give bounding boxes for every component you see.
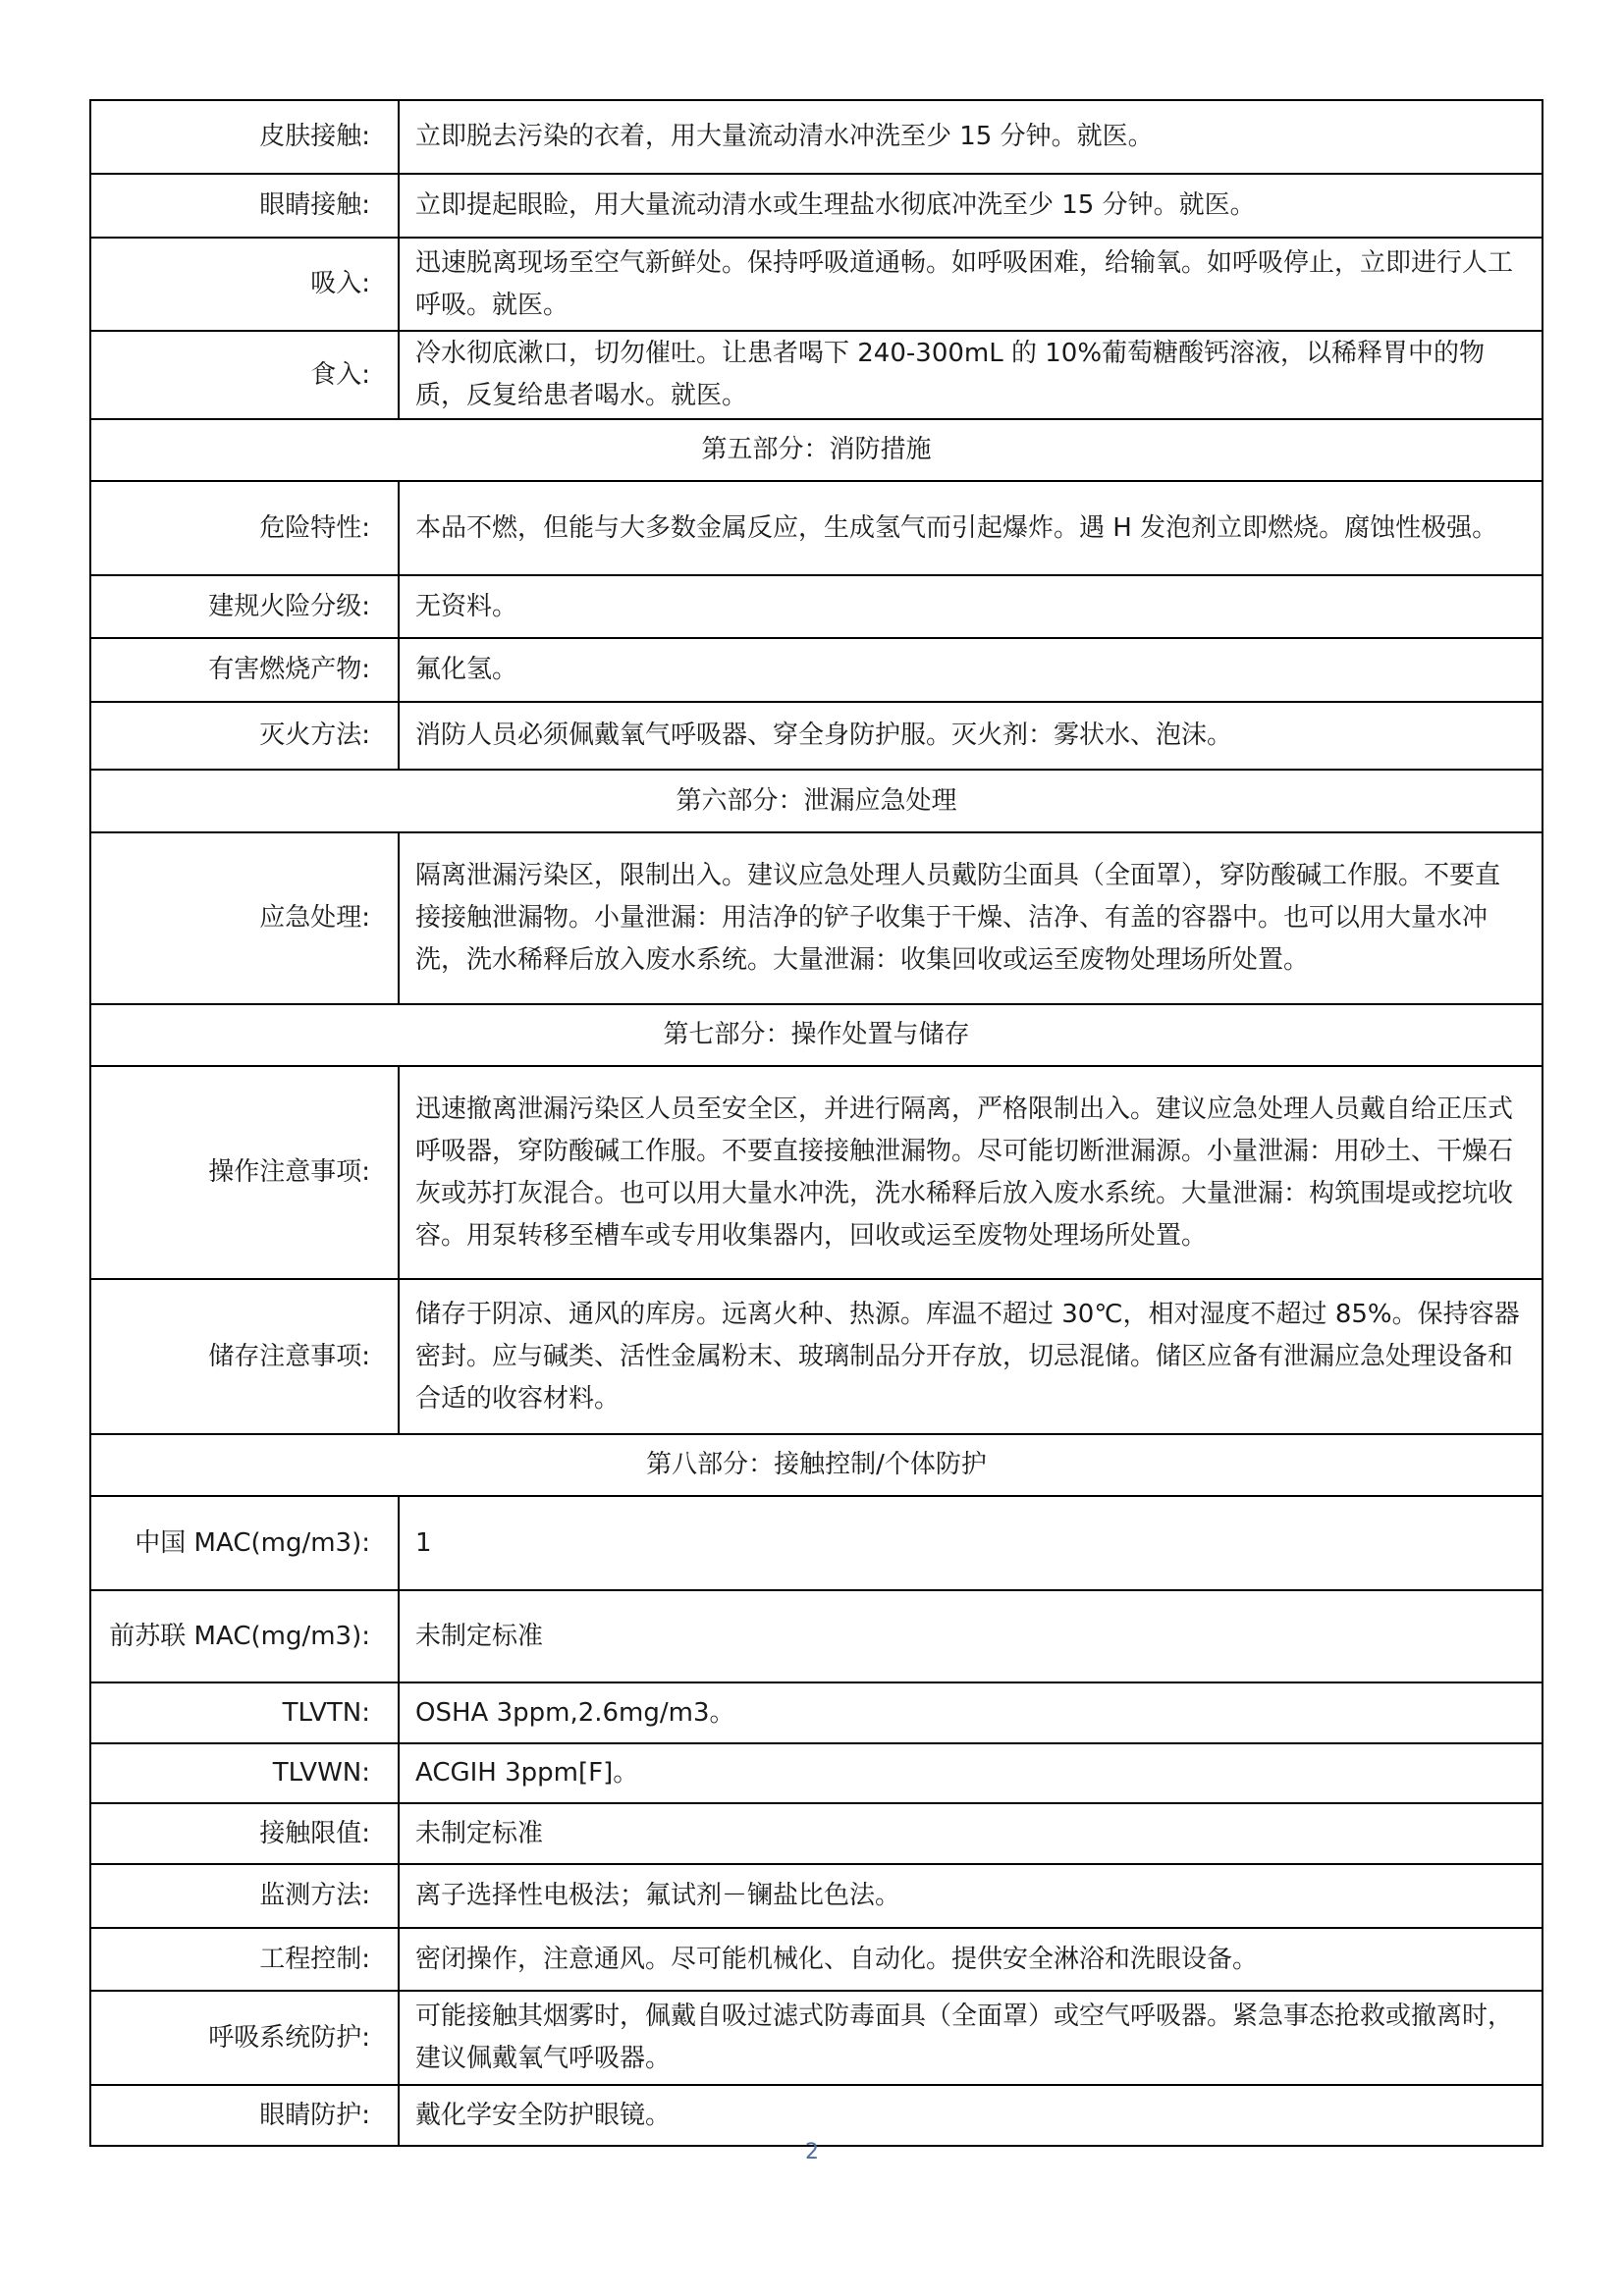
row-value-skin-contact: 立即脱去污染的衣着，用大量流动清水冲洗至少 15 分钟。就医。 <box>399 100 1543 174</box>
row-value-exposure-limit: 未制定标准 <box>399 1803 1543 1864</box>
row-value-tlvtn: OSHA 3ppm,2.6mg/m3。 <box>399 1682 1543 1743</box>
section-row <box>90 770 1543 832</box>
row-label-skin-contact: 皮肤接触: <box>90 100 399 174</box>
table-row <box>90 832 1543 1004</box>
table-row <box>90 1496 1543 1590</box>
table-row <box>90 100 1543 174</box>
table-row <box>90 481 1543 575</box>
row-label-eye-protection: 眼睛防护: <box>90 2085 399 2146</box>
table-row <box>90 1803 1543 1864</box>
row-label-inhalation: 吸入: <box>90 238 399 331</box>
row-label-fire-class: 建规火险分级: <box>90 575 399 638</box>
section-header-exposure-control: 第八部分：接触控制/个体防护 <box>90 1434 1543 1496</box>
table-row <box>90 1279 1543 1434</box>
section-row <box>90 419 1543 481</box>
table-row <box>90 575 1543 638</box>
sds-table <box>89 99 1543 2147</box>
row-label-tlvtn: TLVTN: <box>90 1682 399 1743</box>
table-row <box>90 331 1543 419</box>
section-header-leak-response: 第六部分：泄漏应急处理 <box>90 770 1543 832</box>
row-value-ussr-mac: 未制定标准 <box>399 1590 1543 1682</box>
row-value-handling-notes: 迅速撤离泄漏污染区人员至安全区，并进行隔离，严格限制出入。建议应急处理人员戴自给正压式呼吸器，穿防酸碱工作服。不要直接接触泄漏物。尽可能切断泄漏源。小量泄漏：用砂土、干燥石灰或苏打灰混合。也可以用大量水冲洗，洗水稀释后放入废水系统。大量泄漏：构筑围堤或挖坑收容。用泵转移至槽车或专用收集器内，回收或运至废物处理场所处置。 <box>399 1066 1543 1279</box>
row-value-emergency-handling: 隔离泄漏污染区，限制出入。建议应急处理人员戴防尘面具（全面罩），穿防酸碱工作服。不要直接接触泄漏物。小量泄漏：用洁净的铲子收集于干燥、洁净、有盖的容器中。也可以用大量水冲洗，洗水稀释后放入废水系统。大量泄漏：收集回收或运至废物处理场所处置。 <box>399 832 1543 1004</box>
row-label-ingestion: 食入: <box>90 331 399 419</box>
table-row <box>90 1682 1543 1743</box>
row-value-hazard-properties: 本品不燃，但能与大多数金属反应，生成氢气而引起爆炸。遇 H 发泡剂立即燃烧。腐蚀性极强。 <box>399 481 1543 575</box>
row-value-china-mac: 1 <box>399 1496 1543 1590</box>
row-label-respiratory-protection: 呼吸系统防护: <box>90 1991 399 2085</box>
table-row <box>90 1991 1543 2085</box>
section-header-fire-fighting: 第五部分：消防措施 <box>90 419 1543 481</box>
row-value-combustion-products: 氟化氢。 <box>399 638 1543 702</box>
row-value-fire-class: 无资料。 <box>399 575 1543 638</box>
table-row <box>90 702 1543 770</box>
row-value-respiratory-protection: 可能接触其烟雾时，佩戴自吸过滤式防毒面具（全面罩）或空气呼吸器。紧急事态抢救或撤离时，建议佩戴氧气呼吸器。 <box>399 1991 1543 2085</box>
row-label-tlvwn: TLVWN: <box>90 1743 399 1803</box>
row-label-combustion-products: 有害燃烧产物: <box>90 638 399 702</box>
row-value-eye-protection: 戴化学安全防护眼镜。 <box>399 2085 1543 2146</box>
table-row <box>90 1928 1543 1991</box>
row-value-eye-contact: 立即提起眼睑，用大量流动清水或生理盐水彻底冲洗至少 15 分钟。就医。 <box>399 174 1543 238</box>
section-header-handling-storage: 第七部分：操作处置与储存 <box>90 1004 1543 1066</box>
row-value-monitoring-method: 离子选择性电极法；氟试剂－镧盐比色法。 <box>399 1864 1543 1928</box>
table-row <box>90 2085 1543 2146</box>
row-label-monitoring-method: 监测方法: <box>90 1864 399 1928</box>
section-row <box>90 1434 1543 1496</box>
row-value-storage-notes: 储存于阴凉、通风的库房。远离火种、热源。库温不超过 30℃，相对湿度不超过 85%。保持容器密封。应与碱类、活性金属粉末、玻璃制品分开存放，切忌混储。储区应备有泄漏应急处理设备和合适的收容材料。 <box>399 1279 1543 1434</box>
row-label-extinguishing: 灭火方法: <box>90 702 399 770</box>
row-label-exposure-limit: 接触限值: <box>90 1803 399 1864</box>
section-row <box>90 1004 1543 1066</box>
table-row <box>90 174 1543 238</box>
table-row <box>90 638 1543 702</box>
table-row <box>90 1864 1543 1928</box>
table-row <box>90 1590 1543 1682</box>
row-value-ingestion: 冷水彻底漱口，切勿催吐。让患者喝下 240-300mL 的 10%葡萄糖酸钙溶液，以稀释胃中的物质，反复给患者喝水。就医。 <box>399 331 1543 419</box>
row-label-engineering-control: 工程控制: <box>90 1928 399 1991</box>
row-label-handling-notes: 操作注意事项: <box>90 1066 399 1279</box>
page-number: 2 <box>805 2140 819 2164</box>
row-label-eye-contact: 眼睛接触: <box>90 174 399 238</box>
row-value-extinguishing: 消防人员必须佩戴氧气呼吸器、穿全身防护服。灭火剂：雾状水、泡沫。 <box>399 702 1543 770</box>
row-label-storage-notes: 储存注意事项: <box>90 1279 399 1434</box>
row-label-emergency-handling: 应急处理: <box>90 832 399 1004</box>
row-value-inhalation: 迅速脱离现场至空气新鲜处。保持呼吸道通畅。如呼吸困难，给输氧。如呼吸停止，立即进行人工呼吸。就医。 <box>399 238 1543 331</box>
table-row <box>90 238 1543 331</box>
row-label-china-mac: 中国 MAC(mg/m3): <box>90 1496 399 1590</box>
table-row <box>90 1066 1543 1279</box>
table-row <box>90 1743 1543 1803</box>
row-value-engineering-control: 密闭操作，注意通风。尽可能机械化、自动化。提供安全淋浴和洗眼设备。 <box>399 1928 1543 1991</box>
row-value-tlvwn: ACGIH 3ppm[F]。 <box>399 1743 1543 1803</box>
row-label-hazard-properties: 危险特性: <box>90 481 399 575</box>
row-label-ussr-mac: 前苏联 MAC(mg/m3): <box>90 1590 399 1682</box>
